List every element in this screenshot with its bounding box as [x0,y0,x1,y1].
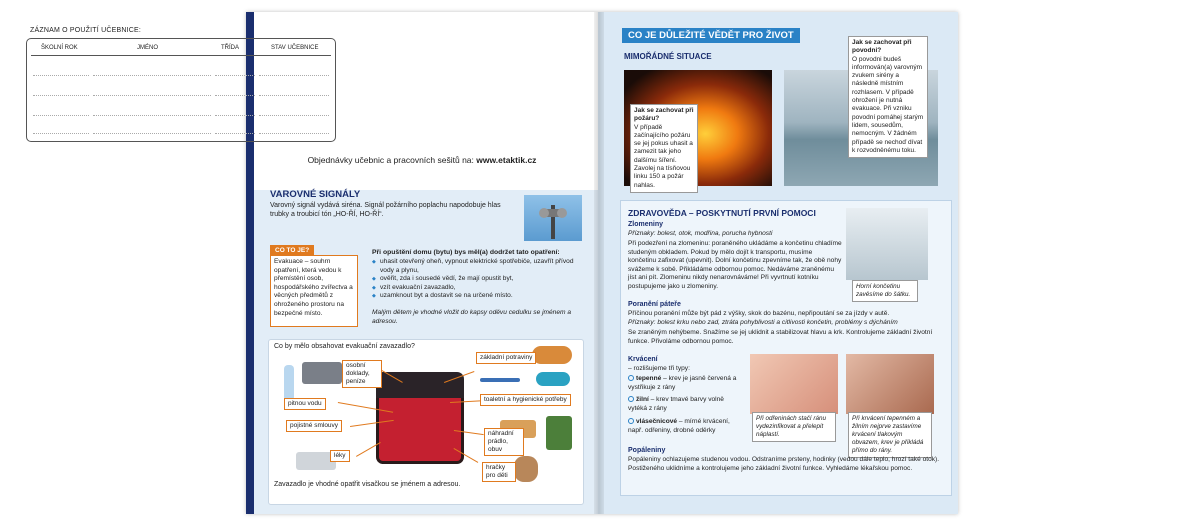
col-name: JMÉNO [137,45,158,51]
bleed-type [628,375,744,392]
dotted-line [33,115,89,116]
dotted-line [33,95,89,96]
doctor-caption: Horní končetinu zavěsíme do šátku. [852,280,918,302]
label-toys: hračky pro děti [482,462,516,482]
bullet-icon [628,396,634,402]
bag-question: Co by mělo obsahovat evakuační zavazadlo? [274,343,415,350]
burns-text: Popáleniny ochlazujeme studenou vodou. Odstraníme prsteny, hodinky (vedou dále teplo, hrozí také otok). Postiženého uklidníme a kontrolujeme jeho základní životní funkce. Vyhledáme lékařskou pomoc. [628,456,940,472]
exit-item: ◆ ověřit, zda i sousedé vědí, že mají opustit byt, [372,275,582,284]
dotted-line [33,133,89,134]
fire-caption [630,104,698,193]
documents-icon [302,362,342,384]
dotted-line [259,133,329,134]
bleeding-intro: – rozlišujeme tři typy: [628,365,690,372]
fracture-symptoms: Příznaky: bolest, otok, modřina, porucha hybnosti [628,230,773,237]
fire-answer: V případě začínajícího požáru se jej pokus uhasit a zamezit tak jeho dalšímu šíření. Zavolej na tísňovou linku 150 a požár nahlas. [634,123,693,189]
label-meds: léky [330,450,350,462]
bleed-type-name: žilní [636,396,649,403]
exit-title: Při opuštění domu (bytu) bys měl(a) dodržet tato opatření: [372,249,560,256]
warning-title: VAROVNÉ SIGNÁLY [270,189,361,200]
fracture-text: Při podezření na zlomeninu: poraněného ukládáme a končetinu chladíme studeným obkladem. Pokud by mělo dojít k transportu, musíme končetinu zafixovat (upevnit). Dolní končetinu zpevníme tak, že obě nohy svážeme k sobě. Přikládáme odbornou pomoc. Nedáváme zraněnému jíst ani pít. Zlomeninu nikdy nenarovnáváme! Při vyvrtnutí kotníku postupujeme jako u zlomeniny. [628,240,842,290]
spine-symptoms: Příznaky: bolest krku nebo zad, ztráta pohyblivosti a citlivosti končetin, problémy s dýcháním [628,319,898,326]
exit-item: ◆ vzít evakuační zavazadlo, [372,284,582,293]
fire-question: Jak se zachovat při požáru? [634,107,694,123]
soap-icon [536,372,570,386]
dotted-line [215,95,255,96]
exit-item: ◆ uhasit otevřený oheň, vypnout elektrické spotřebiče, uzavřít přívod vody a plynu, [372,258,582,275]
bread-icon [532,346,572,364]
dotted-line [93,75,211,76]
label-clothes: náhradní prádlo, obuv [484,428,524,456]
col-school-year: ŠKOLNÍ ROK [41,45,78,51]
flood-question: Jak se zachovat při povodni? [852,39,912,55]
warning-text: Varovný signál vydává siréna. Signál požárního poplachu napodobuje hlas trubky a troubicí tón „HO-ŘÍ, HO-ŘÍ“. [270,202,501,218]
exit-list [372,258,582,301]
label-hygiene: toaletní a hygienické potřeby [480,394,571,406]
spine-heading: Poranění páteře [628,301,681,308]
dotted-line [33,75,89,76]
record-header-line [31,55,331,56]
bleed-type-name: tepenné [636,375,662,382]
boots-icon [546,416,572,450]
bag-footer: Zavazadlo je vhodné opatřit visačkou se jménem a adresou. [274,481,461,488]
order-text: Objednávky učebnic a pracovních sešitů na: [307,155,474,165]
bleed-type-name: vlásečnicové [636,418,678,425]
dotted-line [259,95,329,96]
bullet-icon [628,418,634,424]
exit-item: ◆ uzamknout byt a dostavit se na určené místo. [372,292,582,301]
flood-answer: O povodni budeš informován(a) varovným zvukem sirény a následně místním rozhlasem. V případě ohrožení je nutná evakuace. Při vzniku povodní pomáhej starým lidem, sousedům, nemocným. V žádném případě se nechoď dívat k rozvodněnému toku. [852,55,924,154]
label-insurance: pojistné smlouvy [286,420,342,432]
siren-icon [524,195,582,241]
dotted-line [93,115,211,116]
record-table [26,38,336,142]
bleed-type-desc: – krev tmavé barvy volně vytéká z rány [628,396,724,412]
label-documents: osobní doklady, peníze [342,360,382,388]
bandage-photo [846,354,934,414]
order-link[interactable]: www.etaktik.cz [476,155,537,165]
first-aid-title: ZDRAVOVĚDA – POSKYTNUTÍ PRVNÍ POMOCI [628,208,816,218]
dotted-line [215,133,255,134]
bleed-type-desc: – mírné krvácení, např. odřeniny, drobné oděrky [628,418,730,434]
dotted-line [215,115,255,116]
spine-text-2: Se zraněným nehýbeme. Snažíme se jej uklidnit a stabilizovat hlavu a krk. Kontrolujeme základní životní funkce. Přivoláme odbornou pomoc. [628,329,933,345]
definition-tag: CO TO JE? [270,245,314,256]
order-line [246,155,598,165]
fracture-heading: Zlomeniny [628,221,664,228]
dotted-line [259,115,329,116]
dotted-line [259,75,329,76]
book-gutter [594,12,604,514]
teddy-bear-icon [514,456,538,482]
water-bottle-icon [284,365,294,401]
dotted-line [215,75,255,76]
suitcase-image [376,398,464,464]
bullet-icon [628,375,634,381]
col-condition: STAV UČEBNICE [271,45,319,51]
bleeding-heading: Krvácení [628,356,658,363]
bleed-type [628,418,744,435]
siren-image [524,195,582,241]
spine-text: Příčinou poranění může být pád z výšky, skok do bazénu, nepřipoutání se za jízdy v autě. [628,310,890,317]
label-water: pitnou vodu [284,398,326,410]
abrasion-caption: Při odřeninách stačí ránu vydezinfikovat a přelepit náplastí. [752,412,836,442]
exit-note: Malým dětem je vhodné vložit do kapsy oděvu cedulku se jménem a adresou. [372,309,572,325]
dotted-line [93,95,211,96]
bleed-type [628,396,744,413]
flood-caption [848,36,928,158]
col-class: TŘÍDA [221,45,239,51]
bandage-caption: Při krvácení tepenném a žilním nejprve zastavíme krvácení tlakovým obvazem, krev je přikládá přímo do rány. [848,412,932,458]
bleed-type-desc: – krev je jasně červená a vystřikuje z rány [628,375,737,391]
abrasion-photo [750,354,838,414]
emergency-title: MIMOŘÁDNÉ SITUACE [624,52,712,61]
definition-text: Evakuace – souhrn opatření, která vedou k přemístění osob, hospodářského zvířectva a věcných předmětů z ohroženého prostoru na bezpečné místo. [274,258,353,317]
toothbrush-icon [480,378,520,382]
label-food: základní potraviny [476,352,536,364]
doctor-photo [846,208,928,280]
record-title: ZÁZNAM O POUŽITÍ UČEBNICE: [30,27,141,34]
right-page-title: CO JE DŮLEŽITÉ VĚDĚT PRO ŽIVOT [622,28,800,43]
dotted-line [93,133,211,134]
burns-heading: Popáleniny [628,447,666,454]
